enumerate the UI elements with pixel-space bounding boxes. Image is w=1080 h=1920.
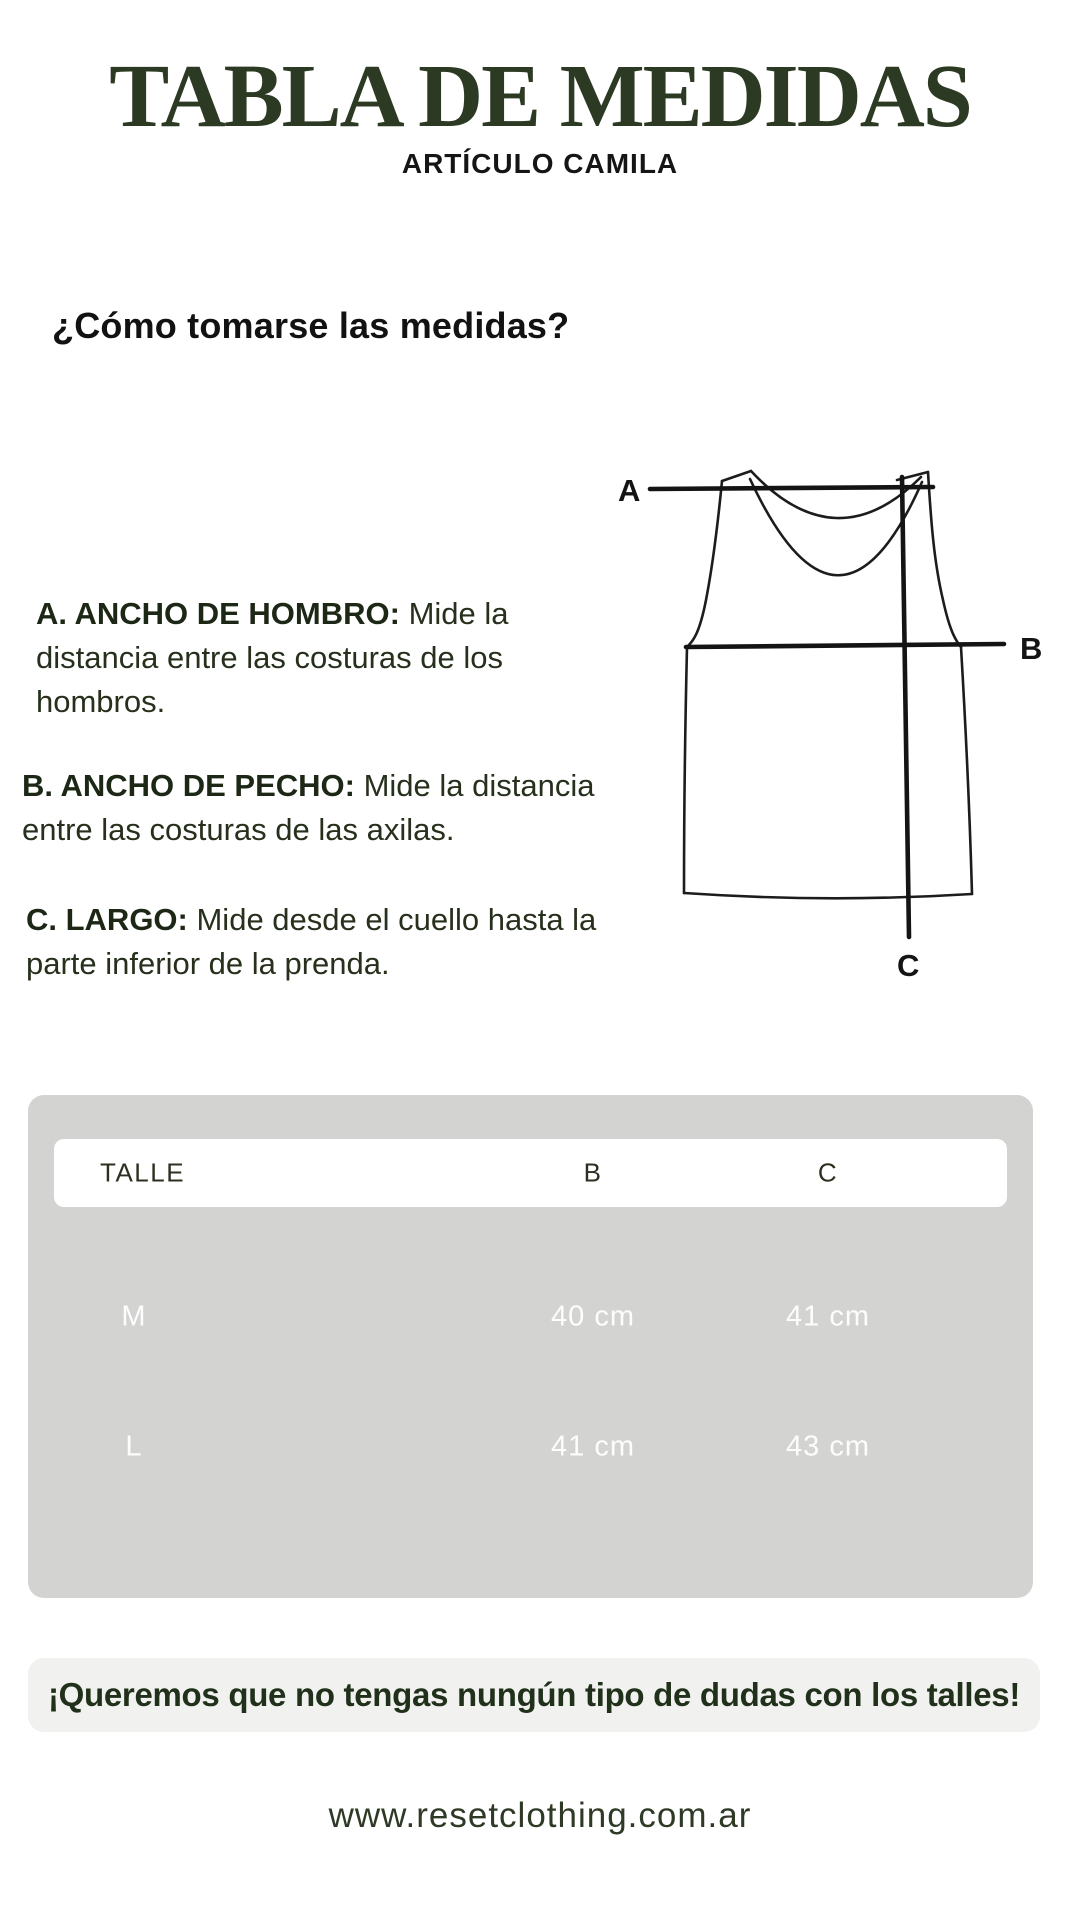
measure-line-b [686,644,1004,647]
article-subtitle: ARTÍCULO CAMILA [401,148,679,179]
header-b: B [583,1157,603,1188]
row-m-c: 41 cm [786,1300,870,1333]
row-m-b: 40 cm [551,1300,635,1333]
size-table [28,1095,1033,1598]
tank-top-measurement-diagram [600,440,1080,1000]
instruction-chest-text: Mide la distancia entre las costuras de las axilas. [22,768,595,847]
how-to-measure-heading: ¿Cómo tomarse las medidas? [52,305,570,346]
instruction-length-text: Mide desde el cuello hasta la parte inferior de la prenda. [26,902,597,981]
instruction-chest [22,764,667,852]
header-c: C [817,1157,839,1188]
diagram-label-a: A [618,473,641,508]
instruction-shoulder-label: A. ANCHO DE HOMBRO: [36,596,400,631]
instruction-shoulder-text: Mide la distancia entre las costuras de los hombros. [36,596,509,719]
reassurance-banner [28,1658,1040,1732]
diagram-label-b: B [1020,631,1043,666]
measure-line-a [650,487,933,489]
diagram-label-c: C [897,948,920,983]
row-m-talle: M [121,1300,147,1333]
website-link[interactable]: www.resetclothing.com.ar [328,1796,752,1835]
row-l-b: 41 cm [551,1430,635,1463]
row-l-talle: L [125,1430,143,1463]
instruction-shoulder [36,592,616,724]
header-talle: TALLE [100,1157,186,1188]
instruction-length [26,898,641,986]
tank-top-icon [600,440,1080,1000]
instruction-chest-label: B. ANCHO DE PECHO: [22,768,355,803]
instruction-length-label: C. LARGO: [26,902,188,937]
size-table-header-bar [54,1139,1007,1207]
row-l-c: 43 cm [786,1430,870,1463]
measure-line-c [902,477,909,937]
page-title: TABLA DE MEDIDAS [109,47,971,146]
banner-text: ¡Queremos que no tengas nungún tipo de dudas con los talles! [47,1676,1021,1713]
